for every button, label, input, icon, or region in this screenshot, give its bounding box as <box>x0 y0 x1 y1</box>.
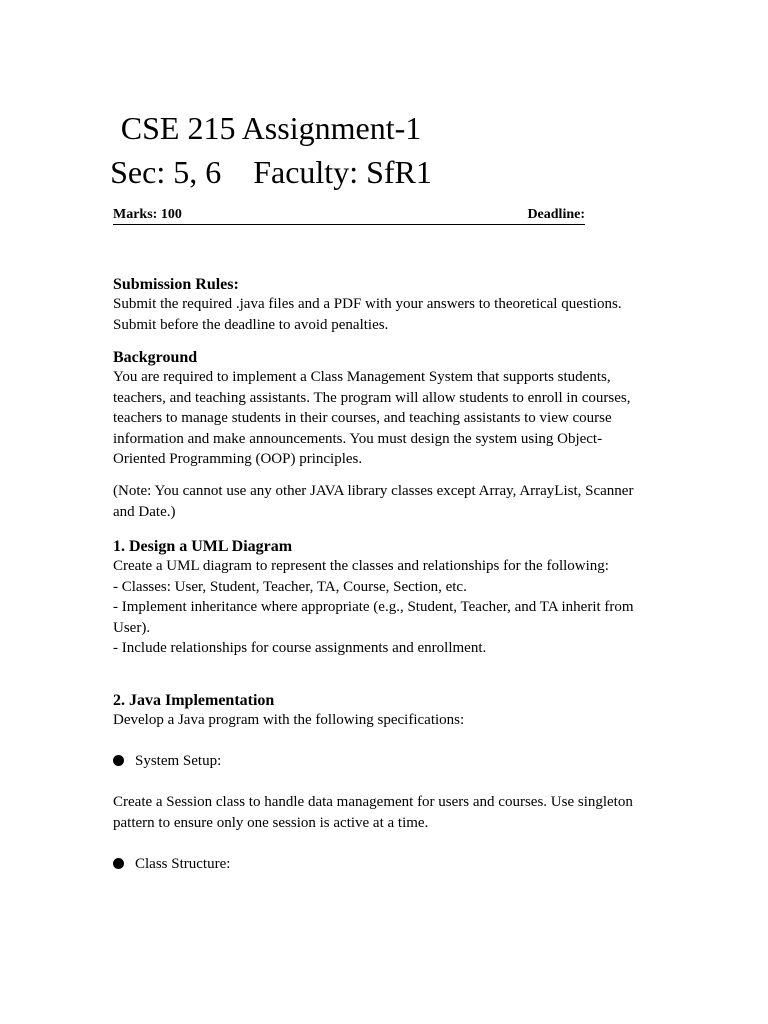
marks-label: Marks: 100 <box>113 207 182 222</box>
java-intro: Develop a Java program with the following specifications: <box>113 712 465 728</box>
document-subtitle: Sec: 5, 6 Faculty: SfR1 <box>110 154 432 190</box>
uml-line: - Implement inheritance where appropriate (e.g., Student, Teacher, and TA inherit from User). <box>113 599 634 636</box>
submission-rule-line: Submit the required .java files and a PDF with your answers to theoretical questions. <box>113 296 622 312</box>
uml-line: Create a UML diagram to represent the classes and relationships for the following: <box>113 558 609 574</box>
background-paragraph: You are required to implement a Class Management System that supports students, teachers, and teaching assistants. The program will allow students to enroll in courses, teachers to manage students in their courses, and teaching assistants to view course information and make announcements. You must design the system using Object-Oriented Programming (OOP) principles. <box>113 369 631 467</box>
uml-heading: 1. Design a UML Diagram <box>113 538 293 555</box>
system-setup-text-block <box>113 792 653 833</box>
bullet-system-setup <box>113 751 221 771</box>
uml-line: - Classes: User, Student, Teacher, TA, Course, Section, etc. <box>113 578 467 595</box>
java-section <box>113 691 653 731</box>
bullet-label: Class Structure: <box>135 856 231 872</box>
background-heading: Background <box>113 349 198 366</box>
library-note <box>113 481 653 522</box>
uml-line: - Include relationships for course assignments and enrollment. <box>113 640 487 656</box>
java-heading: 2. Java Implementation <box>113 692 275 709</box>
deadline-label: Deadline: <box>527 207 585 222</box>
library-note-text: (Note: You cannot use any other JAVA library classes except Array, ArrayList, Scanner and Date.) <box>113 483 634 520</box>
bullet-class-structure <box>113 854 230 874</box>
submission-rules-heading: Submission Rules: <box>113 276 239 293</box>
background-section <box>113 348 653 470</box>
submission-rules-section <box>113 275 653 335</box>
document-title: CSE 215 Assignment-1 <box>120 110 422 146</box>
bullet-icon <box>113 858 124 869</box>
system-setup-text: Create a Session class to handle data management for users and courses. Use singleton pattern to ensure only one session is active at a time. <box>113 794 633 831</box>
bullet-label: System Setup: <box>135 753 222 769</box>
uml-section <box>113 537 653 659</box>
meta-row <box>113 207 585 225</box>
submission-rule-line: Submit before the deadline to avoid penalties. <box>113 316 389 333</box>
bullet-icon <box>113 755 124 766</box>
title-block <box>0 106 655 194</box>
